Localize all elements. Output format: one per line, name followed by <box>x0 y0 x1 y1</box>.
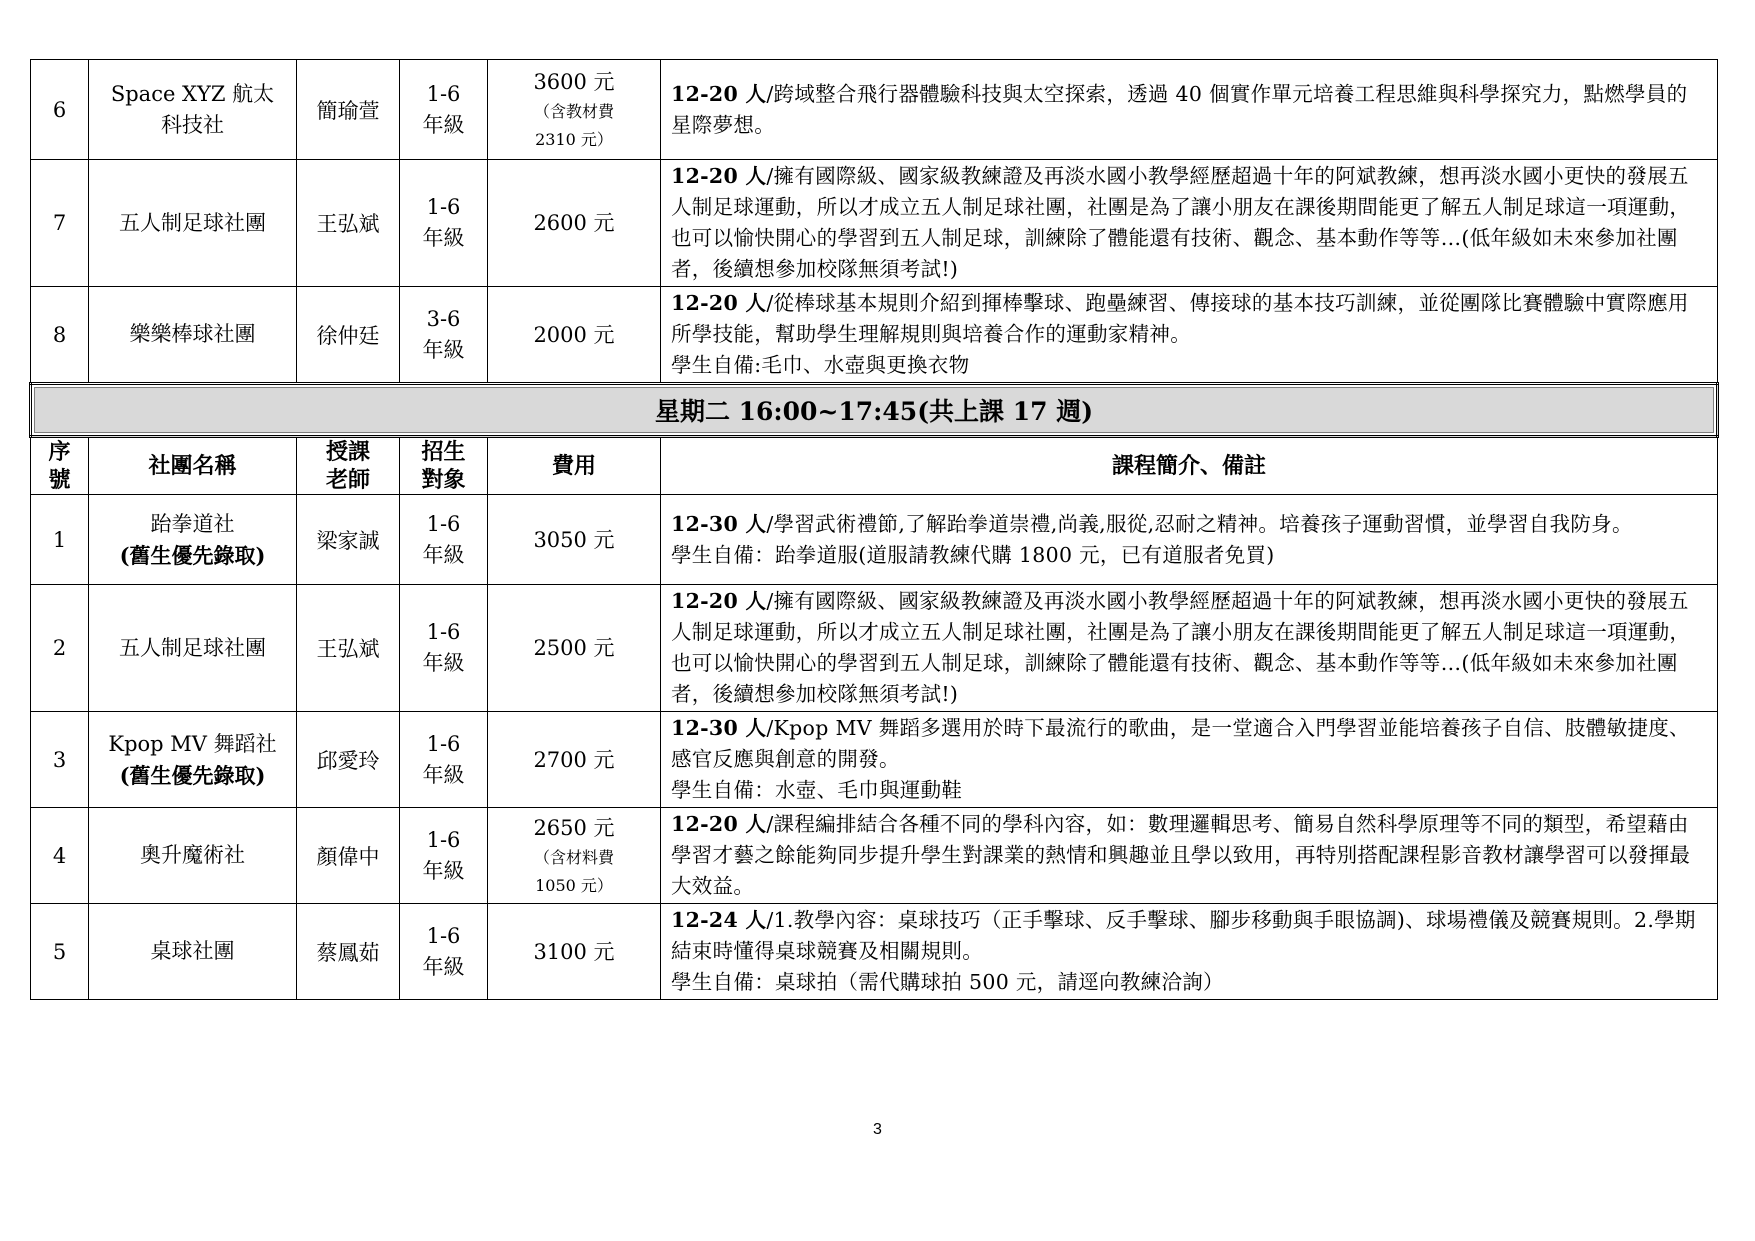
fee <box>488 160 661 287</box>
section-title: 星期二 16:00~17:45(共上課 17 週) <box>31 384 1718 437</box>
grade-range <box>400 585 488 712</box>
club-name <box>89 160 297 287</box>
club-name-line: 樂樂棒球社團 <box>129 322 256 346</box>
fee <box>488 287 661 384</box>
fee-amount: 3100 元 <box>533 939 615 964</box>
lower-rows <box>31 495 1718 1000</box>
grade-line: 1-6 <box>426 731 461 756</box>
description-body: /從棒球基本規則介紹到揮棒擊球、跑壘練習、傳接球的基本技巧訓練，並從團隊比賽體驗中實際應用所學技能，幫助學生理解規則與培養合作的運動家精神。 <box>671 291 1689 346</box>
fee <box>488 585 661 712</box>
description-text <box>671 713 1705 775</box>
club-name-line: 桌球社團 <box>150 939 235 963</box>
grade-line: 1-6 <box>426 923 461 948</box>
table-row <box>31 904 1718 1000</box>
description-text <box>671 509 1705 540</box>
student-requirement: 學生自備：水壺、毛巾與運動鞋 <box>671 778 963 802</box>
fee <box>488 60 661 160</box>
grade-range <box>400 904 488 1000</box>
description-text <box>671 809 1705 902</box>
description-text <box>671 586 1705 710</box>
row-number: 7 <box>31 160 89 287</box>
course-description <box>661 808 1718 904</box>
capacity: 12-24 人 <box>671 908 767 932</box>
teacher-name: 王弘斌 <box>297 585 400 712</box>
fee <box>488 808 661 904</box>
grade-line: 1-6 <box>426 620 461 644</box>
grade-range <box>400 60 488 160</box>
description-body: /擁有國際級、國家級教練證及再淡水國小教學經歷超過十年的阿斌教練，想再淡水國小更快的發展五人制足球運動，所以才成立五人制足球社團，社團是為了讓小朋友在課後期間能更了解五人制足球這一項運動，也可以愉快開心的學習到五人制足球，訓練除了體能還有技術、觀念、基本動作等等…(低年級如未來參加社團者，後續想參加校隊無須考試!) <box>671 164 1691 281</box>
header-name: 社團名稱 <box>89 437 297 495</box>
section-header-row <box>31 384 1718 437</box>
student-requirement: 學生自備：桌球拍（需代購球拍 500 元，請逕向教練洽詢） <box>671 970 1224 994</box>
capacity: 12-20 人 <box>671 164 767 188</box>
club-schedule-table <box>29 59 1719 1000</box>
table-row <box>31 712 1718 808</box>
capacity: 12-20 人 <box>671 291 767 315</box>
row-number: 1 <box>31 495 89 585</box>
priority-note: (舊生優先錄取) <box>119 542 266 568</box>
club-name-line: 五人制足球社團 <box>119 210 266 235</box>
fee-amount: 2700 元 <box>533 747 615 772</box>
club-name-line: 奧升魔術社 <box>140 843 245 867</box>
column-header-row <box>31 437 1718 495</box>
grade-range <box>400 287 488 384</box>
description-text <box>671 288 1705 350</box>
capacity: 12-20 人 <box>671 812 767 836</box>
row-number: 5 <box>31 904 89 1000</box>
fee-note: 2310 元） <box>535 129 613 149</box>
table-row <box>31 160 1718 287</box>
fee-amount: 2500 元 <box>533 636 615 660</box>
club-name <box>89 808 297 904</box>
fee-note: 1050 元） <box>535 875 613 895</box>
fee-amount: 3050 元 <box>533 527 615 552</box>
description-body: /課程編排結合各種不同的學科內容，如：數理邏輯思考、簡易自然科學原理等不同的類型，希望藉由學習才藝之餘能夠同步提升學生對課業的熱情和興趣並且學以致用，再特別搭配課程影音教材讓學習可以發揮最大效益。 <box>671 812 1691 898</box>
teacher-name: 蔡鳳茹 <box>297 904 400 1000</box>
grade-line: 1-6 <box>426 827 461 852</box>
row-number: 8 <box>31 287 89 384</box>
description-text <box>671 79 1705 141</box>
club-name <box>89 904 297 1000</box>
row-number: 6 <box>31 60 89 160</box>
fee <box>488 495 661 585</box>
description-body: /Kpop MV 舞蹈多選用於時下最流行的歌曲，是一堂適合入門學習並能培養孩子自信、肢體敏捷度、感官反應與創意的開發。 <box>671 716 1690 771</box>
capacity: 12-30 人 <box>671 511 767 536</box>
table-row <box>31 495 1718 585</box>
course-description <box>661 904 1718 1000</box>
club-name-line: Space XYZ 航太 <box>110 81 275 106</box>
grade-line: 年級 <box>422 762 465 787</box>
grade-line: 1-6 <box>426 81 461 106</box>
header-teacher: 授課 老師 <box>297 437 400 495</box>
club-name-line: 科技社 <box>161 112 224 137</box>
capacity: 12-30 人 <box>671 716 767 740</box>
club-name-line: 五人制足球社團 <box>119 635 266 660</box>
course-description <box>661 585 1718 712</box>
grade-line: 年級 <box>422 651 465 675</box>
upper-rows <box>31 60 1718 384</box>
club-name <box>89 712 297 808</box>
student-requirement: 學生自備:毛巾、水壺與更換衣物 <box>671 353 970 377</box>
row-number: 3 <box>31 712 89 808</box>
club-name <box>89 287 297 384</box>
row-number: 4 <box>31 808 89 904</box>
club-name-line: Kpop MV 舞蹈社 <box>108 731 277 756</box>
grade-range <box>400 495 488 585</box>
header-desc: 課程簡介、備註 <box>661 437 1718 495</box>
course-description <box>661 160 1718 287</box>
student-requirement: 學生自備：跆拳道服(道服請教練代購 1800 元，已有道服者免買) <box>671 542 1275 567</box>
table-row <box>31 808 1718 904</box>
header-fee: 費用 <box>488 437 661 495</box>
description-text <box>671 161 1705 285</box>
course-description <box>661 60 1718 160</box>
teacher-name: 王弘斌 <box>297 160 400 287</box>
grade-range <box>400 160 488 287</box>
course-description <box>661 495 1718 585</box>
grade-line: 1-6 <box>426 195 461 219</box>
fee-note: （含教材費 <box>533 101 614 121</box>
grade-range <box>400 808 488 904</box>
description-body: /1.教學內容：桌球技巧（正手擊球、反手擊球、腳步移動與手眼協調)、球場禮儀及競賽規則。2.學期結束時懂得桌球競賽及相關規則。 <box>671 908 1696 963</box>
capacity: 12-20 人 <box>671 589 767 613</box>
teacher-name: 顏偉中 <box>297 808 400 904</box>
grade-line: 3-6 <box>426 306 461 331</box>
header-no: 序 號 <box>31 437 89 495</box>
description-text <box>671 905 1705 967</box>
course-description <box>661 287 1718 384</box>
teacher-name: 徐仲廷 <box>297 287 400 384</box>
club-name <box>89 585 297 712</box>
teacher-name: 簡瑜萱 <box>297 60 400 160</box>
grade-line: 年級 <box>422 112 465 137</box>
grade-line: 年級 <box>422 226 465 250</box>
teacher-name: 梁家誠 <box>297 495 400 585</box>
fee <box>488 712 661 808</box>
table-row <box>31 60 1718 160</box>
fee-amount: 2600 元 <box>533 211 615 235</box>
capacity: 12-20 人 <box>671 81 767 106</box>
club-name-line: 跆拳道社 <box>150 511 235 536</box>
fee <box>488 904 661 1000</box>
club-name <box>89 60 297 160</box>
grade-line: 年級 <box>422 337 465 362</box>
table-row <box>31 287 1718 384</box>
grade-line: 1-6 <box>426 511 461 536</box>
club-name <box>89 495 297 585</box>
grade-range <box>400 712 488 808</box>
fee-note: （含材料費 <box>533 847 614 867</box>
priority-note: (舊生優先錄取) <box>119 762 266 788</box>
description-body: /擁有國際級、國家級教練證及再淡水國小教學經歷超過十年的阿斌教練，想再淡水國小更快的發展五人制足球運動，所以才成立五人制足球社團，社團是為了讓小朋友在課後期間能更了解五人制足球這一項運動，也可以愉快開心的學習到五人制足球，訓練除了體能還有技術、觀念、基本動作等等…(低年級如未來參加社團者，後續想參加校隊無須考試!) <box>671 589 1691 706</box>
description-body: /跨域整合飛行器體驗科技與太空探索，透過 40 個實作單元培養工程思維與科學探究力，點燃學員的星際夢想。 <box>671 81 1688 137</box>
header-grade: 招生 對象 <box>400 437 488 495</box>
course-description <box>661 712 1718 808</box>
grade-line: 年級 <box>422 954 465 979</box>
page-number: 3 <box>873 1121 882 1138</box>
table-row <box>31 585 1718 712</box>
row-number: 2 <box>31 585 89 712</box>
fee-amount: 3600 元 <box>533 69 615 94</box>
grade-line: 年級 <box>422 858 465 883</box>
fee-amount: 2650 元 <box>533 815 615 840</box>
teacher-name: 邱愛玲 <box>297 712 400 808</box>
grade-line: 年級 <box>422 542 465 567</box>
fee-amount: 2000 元 <box>533 322 615 347</box>
description-body: /學習武術禮節,了解跆拳道崇禮,尚義,服從,忍耐之精神。培養孩子運動習慣，並學習自我防身。 <box>766 511 1633 536</box>
